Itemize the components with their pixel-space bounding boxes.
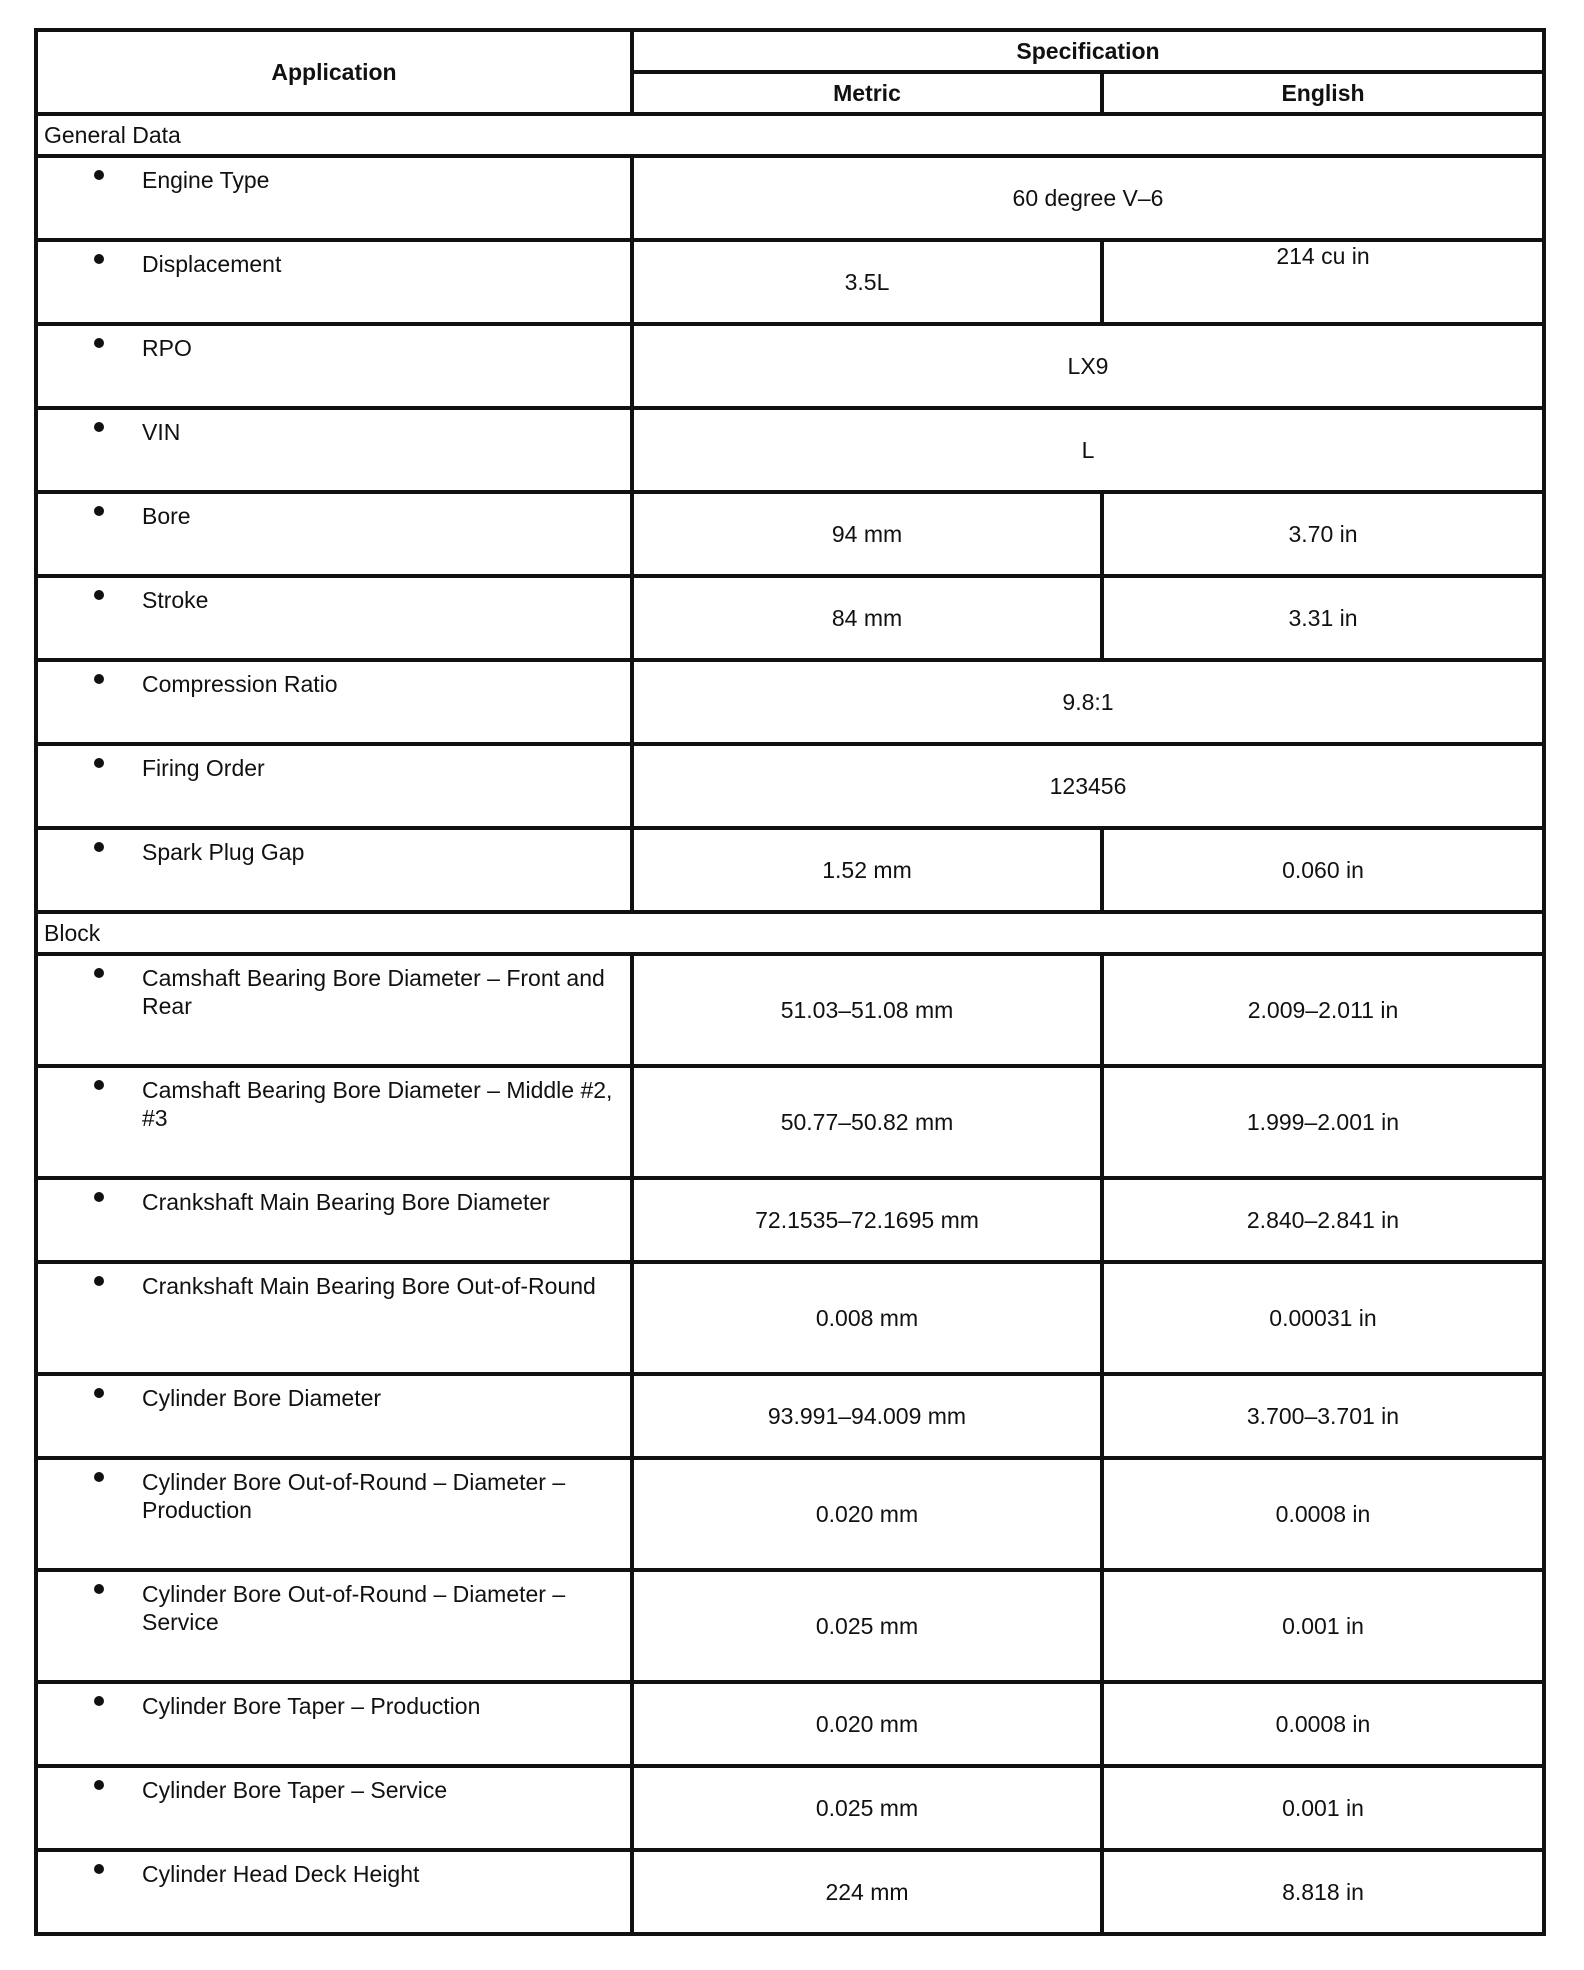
metric-value: 0.020 mm [632,1458,1102,1570]
application-cell [36,324,632,408]
english-value: 0.0008 in [1102,1682,1544,1766]
application-label: VIN [142,419,181,445]
application-label: Camshaft Bearing Bore Diameter – Front and Rear [142,965,605,1019]
table-row [36,660,1544,744]
application-cell [36,576,632,660]
combined-value: 9.8:1 [632,660,1544,744]
english-value: 3.31 in [1102,576,1544,660]
application-label: Engine Type [142,167,270,193]
english-value: 1.999–2.001 in [1102,1066,1544,1178]
metric-value: 224 mm [632,1850,1102,1934]
application-label: Crankshaft Main Bearing Bore Out-of-Round [142,1273,596,1299]
application-cell [36,828,632,912]
table-row [36,240,1544,324]
application-label: Cylinder Bore Diameter [142,1385,382,1411]
application-label: Cylinder Bore Taper – Service [142,1777,448,1803]
metric-value: 72.1535–72.1695 mm [632,1178,1102,1262]
header-specification: Specification [632,30,1544,72]
table-row [36,324,1544,408]
application-cell [36,744,632,828]
application-label: Displacement [142,251,282,277]
table-row [36,1262,1544,1374]
metric-value: 50.77–50.82 mm [632,1066,1102,1178]
table-row [36,576,1544,660]
bullet-icon [94,1080,104,1090]
application-cell [36,660,632,744]
application-cell [36,240,632,324]
english-value: 0.001 in [1102,1570,1544,1682]
application-label: Compression Ratio [142,671,338,697]
header-application: Application [36,30,632,114]
section-row-general-data [36,114,1544,156]
application-cell [36,1766,632,1850]
bullet-icon [94,338,104,348]
metric-value: 0.025 mm [632,1570,1102,1682]
section-row-block [36,912,1544,954]
application-label: Crankshaft Main Bearing Bore Diameter [142,1189,550,1215]
bullet-icon [94,1584,104,1594]
header-english: English [1102,72,1544,114]
english-value: 0.00031 in [1102,1262,1544,1374]
metric-value: 93.991–94.009 mm [632,1374,1102,1458]
english-value: 0.0008 in [1102,1458,1544,1570]
table-row [36,954,1544,1066]
bullet-icon [94,506,104,516]
application-label: Spark Plug Gap [142,839,305,865]
bullet-icon [94,1864,104,1874]
application-cell [36,1262,632,1374]
bullet-icon [94,1472,104,1482]
application-label: Bore [142,503,191,529]
application-cell [36,1682,632,1766]
table-row [36,1682,1544,1766]
metric-value: 0.020 mm [632,1682,1102,1766]
table-row [36,1850,1544,1934]
bullet-icon [94,590,104,600]
combined-value: LX9 [632,324,1544,408]
application-cell [36,492,632,576]
bullet-icon [94,842,104,852]
header-metric: Metric [632,72,1102,114]
combined-value: L [632,408,1544,492]
application-cell [36,1066,632,1178]
application-cell [36,1570,632,1682]
metric-value: 94 mm [632,492,1102,576]
combined-value: 123456 [632,744,1544,828]
bullet-icon [94,1192,104,1202]
metric-value: 0.008 mm [632,1262,1102,1374]
table-row [36,1570,1544,1682]
english-value: 3.700–3.701 in [1102,1374,1544,1458]
bullet-icon [94,1780,104,1790]
application-label: Cylinder Bore Out-of-Round – Diameter – Service [142,1581,566,1635]
application-label: Cylinder Head Deck Height [142,1861,420,1887]
metric-value: 51.03–51.08 mm [632,954,1102,1066]
table-row [36,1178,1544,1262]
table-row [36,1766,1544,1850]
application-label: Cylinder Bore Out-of-Round – Diameter – Production [142,1469,566,1523]
application-cell [36,1374,632,1458]
specification-table [34,28,1546,1936]
application-cell [36,1458,632,1570]
application-cell [36,1850,632,1934]
english-value: 2.840–2.841 in [1102,1178,1544,1262]
application-label: Stroke [142,587,209,613]
bullet-icon [94,758,104,768]
table-row [36,744,1544,828]
bullet-icon [94,422,104,432]
english-value: 2.009–2.011 in [1102,954,1544,1066]
bullet-icon [94,1276,104,1286]
bullet-icon [94,170,104,180]
english-value: 214 cu in [1102,240,1544,324]
english-value: 0.060 in [1102,828,1544,912]
bullet-icon [94,254,104,264]
table-row [36,828,1544,912]
table-row [36,1458,1544,1570]
metric-value: 0.025 mm [632,1766,1102,1850]
combined-value: 60 degree V–6 [632,156,1544,240]
table-row [36,1066,1544,1178]
application-cell [36,954,632,1066]
metric-value: 3.5L [632,240,1102,324]
application-label: Firing Order [142,755,265,781]
english-value: 0.001 in [1102,1766,1544,1850]
english-value: 8.818 in [1102,1850,1544,1934]
application-cell [36,156,632,240]
bullet-icon [94,968,104,978]
bullet-icon [94,1388,104,1398]
bullet-icon [94,1696,104,1706]
application-label: Cylinder Bore Taper – Production [142,1693,481,1719]
application-cell [36,408,632,492]
section-title: General Data [36,114,1544,156]
application-label: Camshaft Bearing Bore Diameter – Middle #2, #3 [142,1077,613,1131]
table-row [36,408,1544,492]
metric-value: 1.52 mm [632,828,1102,912]
application-label: RPO [142,335,192,361]
table-row [36,1374,1544,1458]
english-value: 3.70 in [1102,492,1544,576]
metric-value: 84 mm [632,576,1102,660]
table-row [36,492,1544,576]
section-title: Block [36,912,1544,954]
table-row [36,156,1544,240]
application-cell [36,1178,632,1262]
bullet-icon [94,674,104,684]
